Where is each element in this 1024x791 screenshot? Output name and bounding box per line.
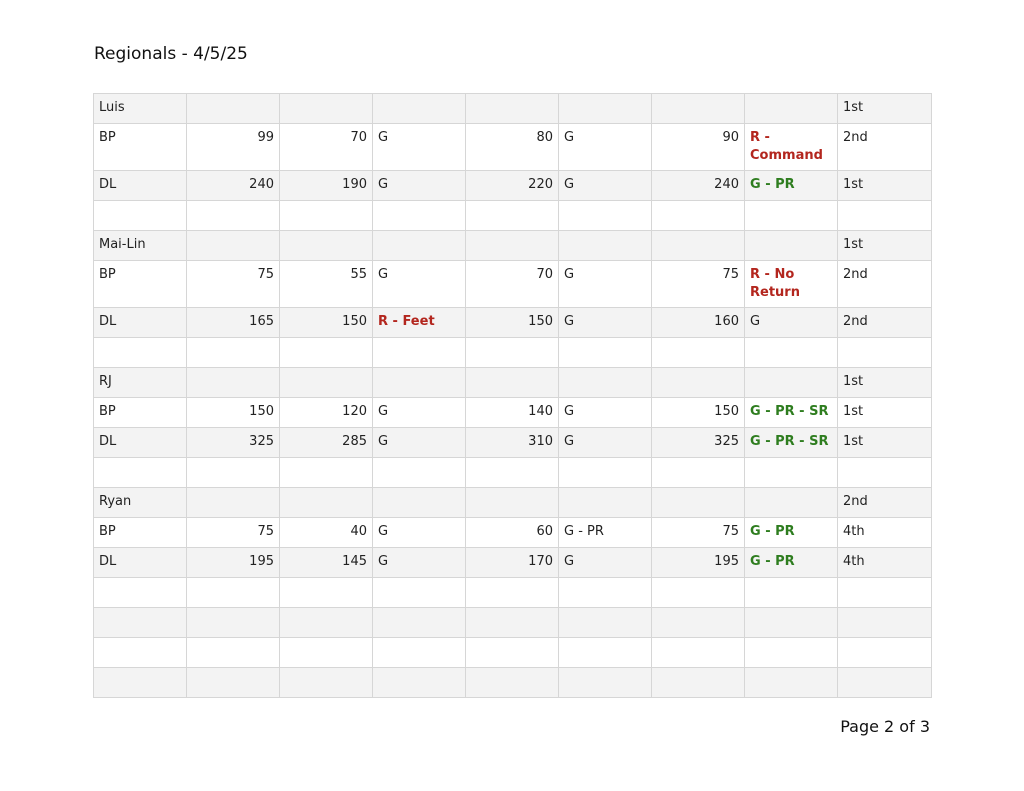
table-cell[interactable] [652,668,745,698]
table-row [94,338,932,368]
table-cell[interactable] [280,488,373,518]
table-cell[interactable] [838,638,932,668]
table-cell[interactable] [94,201,187,231]
table-cell[interactable] [745,668,838,698]
placement-cell[interactable]: 1st [838,428,932,458]
table-cell[interactable] [466,488,559,518]
table-cell[interactable] [559,488,652,518]
athlete-name-cell[interactable]: Luis [94,94,187,124]
table-cell[interactable] [94,338,187,368]
attempt-1-result-cell[interactable]: R - Feet [373,308,466,338]
table-row [94,308,932,338]
attempt-3-weight-cell[interactable]: 325 [652,428,745,458]
table-cell[interactable] [373,488,466,518]
table-row [94,458,932,488]
attempt-2-weight-cell[interactable]: 170 [466,548,559,578]
lift-cell[interactable]: BP [94,124,187,171]
attempt-3-result-cell[interactable]: G [745,308,838,338]
table-row [94,608,932,638]
table-row [94,428,932,458]
table-cell[interactable] [559,368,652,398]
table-cell[interactable] [652,338,745,368]
table-cell[interactable] [94,458,187,488]
attempt-2-weight-cell[interactable]: 150 [466,308,559,338]
table-row [94,668,932,698]
table-cell[interactable] [466,608,559,638]
table-row [94,171,932,201]
table-row [94,231,932,261]
attempt-3-result-cell[interactable]: G - PR [745,548,838,578]
table-cell[interactable] [187,368,280,398]
attempt-1-weight-cell[interactable]: 145 [280,548,373,578]
table-cell[interactable] [745,94,838,124]
opener-cell[interactable]: 99 [187,124,280,171]
placement-cell[interactable]: 2nd [838,488,932,518]
table-cell[interactable] [187,201,280,231]
table-row [94,518,932,548]
attempt-3-result-cell[interactable]: G - PR [745,518,838,548]
table-row [94,368,932,398]
lift-cell[interactable]: BP [94,518,187,548]
table-row [94,578,932,608]
athlete-name-cell[interactable]: Ryan [94,488,187,518]
table-cell[interactable] [187,231,280,261]
table-cell[interactable] [559,668,652,698]
table-cell[interactable] [559,638,652,668]
table-row [94,638,932,668]
table-cell[interactable] [652,608,745,638]
table-cell[interactable] [280,638,373,668]
table-cell[interactable] [466,94,559,124]
table-cell[interactable] [280,201,373,231]
placement-cell[interactable]: 4th [838,548,932,578]
attempt-2-weight-cell[interactable]: 80 [466,124,559,171]
table-cell[interactable] [187,338,280,368]
table-cell[interactable] [187,668,280,698]
opener-cell[interactable]: 240 [187,171,280,201]
table-cell[interactable] [280,231,373,261]
attempt-1-result-cell[interactable]: G [373,398,466,428]
attempt-3-result-cell[interactable]: R - No Return [745,261,838,308]
attempt-3-weight-cell[interactable]: 150 [652,398,745,428]
attempt-3-weight-cell[interactable]: 75 [652,518,745,548]
table-cell[interactable] [373,578,466,608]
table-row [94,201,932,231]
table-cell[interactable] [94,668,187,698]
placement-cell[interactable]: 1st [838,398,932,428]
attempt-1-result-cell[interactable]: G [373,171,466,201]
attempt-2-result-cell[interactable]: G [559,261,652,308]
table-cell[interactable] [838,578,932,608]
placement-cell[interactable]: 4th [838,518,932,548]
attempt-2-weight-cell[interactable]: 60 [466,518,559,548]
page-title: Regionals - 4/5/25 [94,44,248,64]
lift-cell[interactable]: DL [94,428,187,458]
attempt-1-weight-cell[interactable]: 120 [280,398,373,428]
table-cell[interactable] [280,608,373,638]
table-cell[interactable] [745,368,838,398]
table-cell[interactable] [838,338,932,368]
table-cell[interactable] [745,338,838,368]
table-cell[interactable] [373,638,466,668]
table-cell[interactable] [466,578,559,608]
attempt-1-result-cell[interactable]: G [373,518,466,548]
attempt-3-weight-cell[interactable]: 75 [652,261,745,308]
table-cell[interactable] [373,231,466,261]
table-cell[interactable] [187,488,280,518]
opener-cell[interactable]: 195 [187,548,280,578]
placement-cell[interactable]: 1st [838,231,932,261]
attempt-2-weight-cell[interactable]: 140 [466,398,559,428]
attempt-1-weight-cell[interactable]: 70 [280,124,373,171]
table-cell[interactable] [280,578,373,608]
table-cell[interactable] [838,458,932,488]
placement-cell[interactable]: 2nd [838,124,932,171]
table-cell[interactable] [94,638,187,668]
table-cell[interactable] [280,368,373,398]
table-cell[interactable] [466,668,559,698]
opener-cell[interactable]: 75 [187,261,280,308]
table-cell[interactable] [838,608,932,638]
lift-cell[interactable]: BP [94,398,187,428]
attempt-1-result-cell[interactable]: G [373,261,466,308]
table-row [94,488,932,518]
opener-cell[interactable]: 150 [187,398,280,428]
placement-cell[interactable]: 2nd [838,308,932,338]
attempt-2-result-cell[interactable]: G [559,308,652,338]
page-number: Page 2 of 3 [840,717,930,736]
attempt-1-result-cell[interactable]: G [373,548,466,578]
table-cell[interactable] [280,668,373,698]
attempt-2-result-cell[interactable]: G [559,428,652,458]
table-cell[interactable] [652,368,745,398]
attempt-3-weight-cell[interactable]: 240 [652,171,745,201]
table-cell[interactable] [652,458,745,488]
table-cell[interactable] [187,94,280,124]
attempt-1-weight-cell[interactable]: 190 [280,171,373,201]
attempt-1-weight-cell[interactable]: 40 [280,518,373,548]
attempt-1-result-cell[interactable]: G [373,428,466,458]
table-cell[interactable] [280,94,373,124]
table-cell[interactable] [559,458,652,488]
attempt-2-result-cell[interactable]: G [559,548,652,578]
table-cell[interactable] [187,638,280,668]
table-row [94,94,932,124]
table-cell[interactable] [559,231,652,261]
table-row [94,398,932,428]
attempt-3-result-cell[interactable]: R - Command [745,124,838,171]
attempt-2-result-cell[interactable]: G [559,398,652,428]
table-cell[interactable] [838,201,932,231]
table-cell[interactable] [94,578,187,608]
table-cell[interactable] [466,231,559,261]
table-cell[interactable] [187,578,280,608]
athlete-name-cell[interactable]: Mai-Lin [94,231,187,261]
table-cell[interactable] [466,338,559,368]
table-cell[interactable] [745,488,838,518]
opener-cell[interactable]: 165 [187,308,280,338]
table-cell[interactable] [652,488,745,518]
attempt-1-result-cell[interactable]: G [373,124,466,171]
table-cell[interactable] [745,231,838,261]
attempt-2-weight-cell[interactable]: 220 [466,171,559,201]
table-cell[interactable] [652,578,745,608]
attempt-3-result-cell[interactable]: G - PR [745,171,838,201]
table-row [94,124,932,171]
table-cell[interactable] [745,201,838,231]
table-cell[interactable] [652,201,745,231]
attempt-3-weight-cell[interactable]: 90 [652,124,745,171]
table-cell[interactable] [559,338,652,368]
table-cell[interactable] [94,608,187,638]
table-cell[interactable] [187,458,280,488]
attempt-3-weight-cell[interactable]: 195 [652,548,745,578]
table-cell[interactable] [373,608,466,638]
table-row [94,548,932,578]
table-cell[interactable] [559,201,652,231]
attempt-1-weight-cell[interactable]: 285 [280,428,373,458]
table-cell[interactable] [838,668,932,698]
attempt-3-result-cell[interactable]: G - PR - SR [745,428,838,458]
placement-cell[interactable]: 1st [838,94,932,124]
table-cell[interactable] [187,608,280,638]
table-cell[interactable] [745,608,838,638]
table-row [94,261,932,308]
results-table [93,93,932,698]
table-cell[interactable] [373,458,466,488]
attempt-1-weight-cell[interactable]: 150 [280,308,373,338]
athlete-name-cell[interactable]: RJ [94,368,187,398]
attempt-2-weight-cell[interactable]: 70 [466,261,559,308]
attempt-2-result-cell[interactable]: G [559,171,652,201]
table-cell[interactable] [373,368,466,398]
opener-cell[interactable]: 75 [187,518,280,548]
table-cell[interactable] [280,338,373,368]
placement-cell[interactable]: 1st [838,368,932,398]
table-cell[interactable] [559,608,652,638]
attempt-3-result-cell[interactable]: G - PR - SR [745,398,838,428]
attempt-2-result-cell[interactable]: G [559,124,652,171]
table-cell[interactable] [373,338,466,368]
attempt-3-weight-cell[interactable]: 160 [652,308,745,338]
opener-cell[interactable]: 325 [187,428,280,458]
table-cell[interactable] [466,201,559,231]
table-cell[interactable] [652,94,745,124]
table-cell[interactable] [373,94,466,124]
table-cell[interactable] [373,201,466,231]
attempt-2-result-cell[interactable]: G - PR [559,518,652,548]
attempt-2-weight-cell[interactable]: 310 [466,428,559,458]
table-cell[interactable] [559,94,652,124]
lift-cell[interactable]: DL [94,308,187,338]
lift-cell[interactable]: DL [94,171,187,201]
table-cell[interactable] [652,231,745,261]
table-cell[interactable] [280,458,373,488]
lift-cell[interactable]: BP [94,261,187,308]
table-cell[interactable] [745,578,838,608]
table-cell[interactable] [745,638,838,668]
lift-cell[interactable]: DL [94,548,187,578]
table-cell[interactable] [466,458,559,488]
table-cell[interactable] [652,638,745,668]
table-cell[interactable] [466,638,559,668]
attempt-1-weight-cell[interactable]: 55 [280,261,373,308]
table-cell[interactable] [373,668,466,698]
placement-cell[interactable]: 2nd [838,261,932,308]
table-cell[interactable] [559,578,652,608]
placement-cell[interactable]: 1st [838,171,932,201]
table-cell[interactable] [466,368,559,398]
table-cell[interactable] [745,458,838,488]
